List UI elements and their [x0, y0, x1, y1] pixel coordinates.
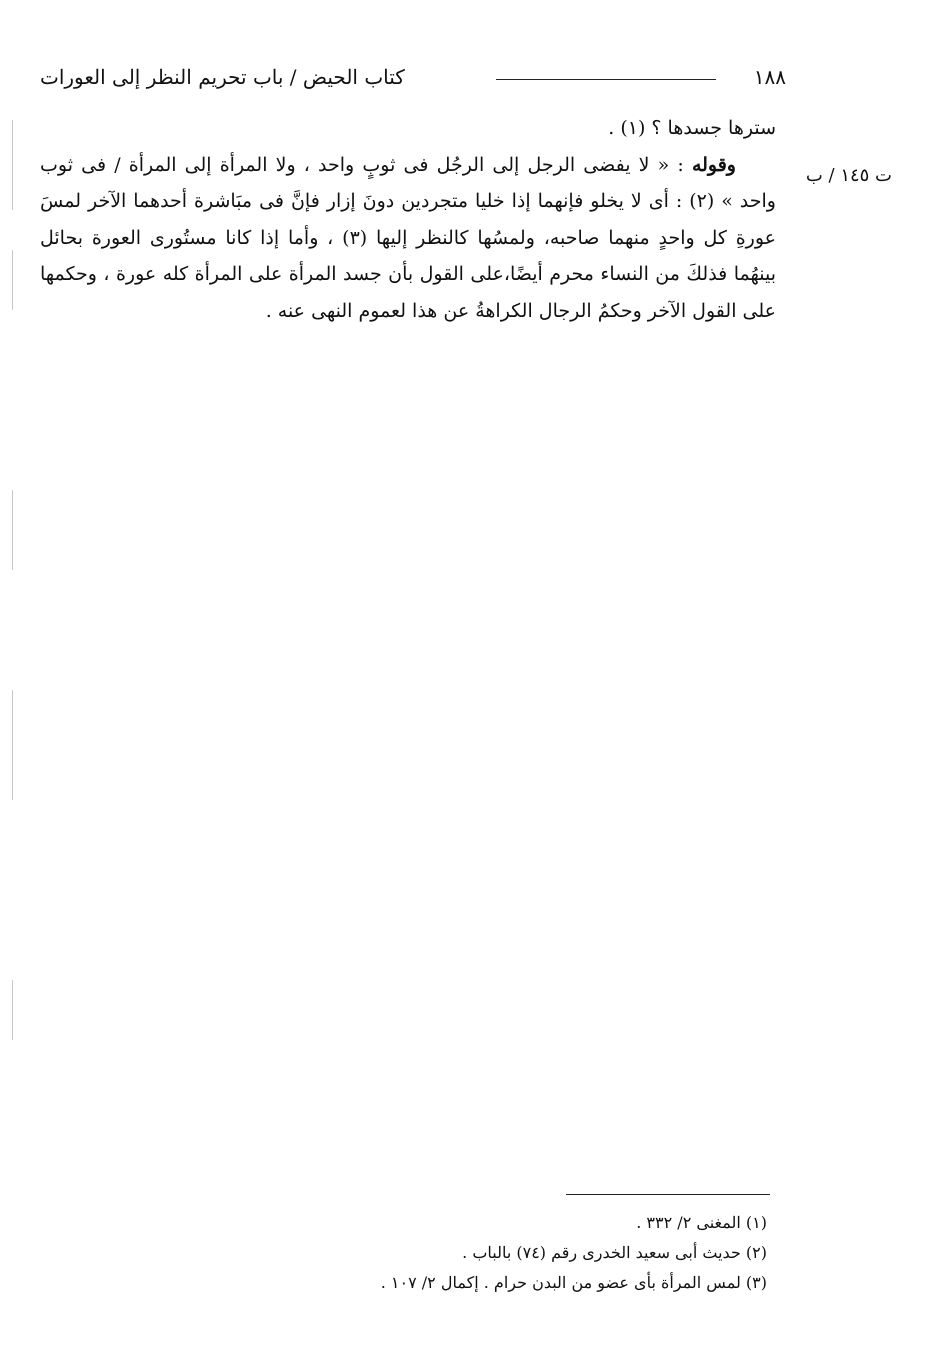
- lead-word: وقوله: [691, 153, 736, 176]
- footnote-item: (١) المغنى ٢/ ٣٣٢ .: [636, 1213, 767, 1232]
- paragraph: [40, 147, 776, 330]
- footnote-item: (٣) لمس المرأة بأى عضو من البدن حرام . إكمال ٢/ ١٠٧ .: [380, 1273, 767, 1292]
- footnote-rule: [566, 1194, 770, 1195]
- scan-edge-mark: [12, 120, 13, 210]
- scan-edge-mark: [12, 490, 13, 570]
- header-rule: [496, 79, 716, 80]
- footnotes: [207, 1208, 767, 1298]
- scan-edge-mark: [12, 250, 13, 310]
- page-header: [40, 62, 786, 96]
- paragraph-text: : « لا يفضى الرجل إلى الرجُل فى ثوبٍ واحد ، ولا المرأة إلى المرأة / فى ثوب واحد » (٢) : أى لا يخلو فإنهما إذا خليا متجردين دونَ إزار فإنَّ فى مبَاشرة أحدهما الآخر لمسَ عورةِ كل واحدٍ منهما صاحبه، ولمسُها كالنظر إليها (٣) ، وأما إذا كانا مستُورى العورة بحائل بينهُما فذلكَ من النساء محرم أيضًا،على القول بأن جسد المرأة على المرأة كله عورة ، وحكمها على القول الآخر وحكمُ الرجال الكراهةُ عن هذا لعموم النهى عنه .: [40, 153, 777, 322]
- paragraph: [40, 110, 776, 147]
- main-text: [40, 110, 776, 329]
- margin-note: ت ١٤٥ / ب: [805, 165, 892, 186]
- page-number: ١٨٨: [753, 65, 786, 89]
- running-title: كتاب الحيض / باب تحريم النظر إلى العورات: [40, 65, 405, 89]
- scan-edge-mark: [12, 690, 13, 800]
- footnote-item: (٢) حديث أبى سعيد الخدرى رقم (٧٤) بالباب .: [462, 1243, 767, 1262]
- paragraph-text: سترها جسدها ؟ (١) .: [608, 117, 776, 139]
- scan-edge-mark: [12, 980, 13, 1040]
